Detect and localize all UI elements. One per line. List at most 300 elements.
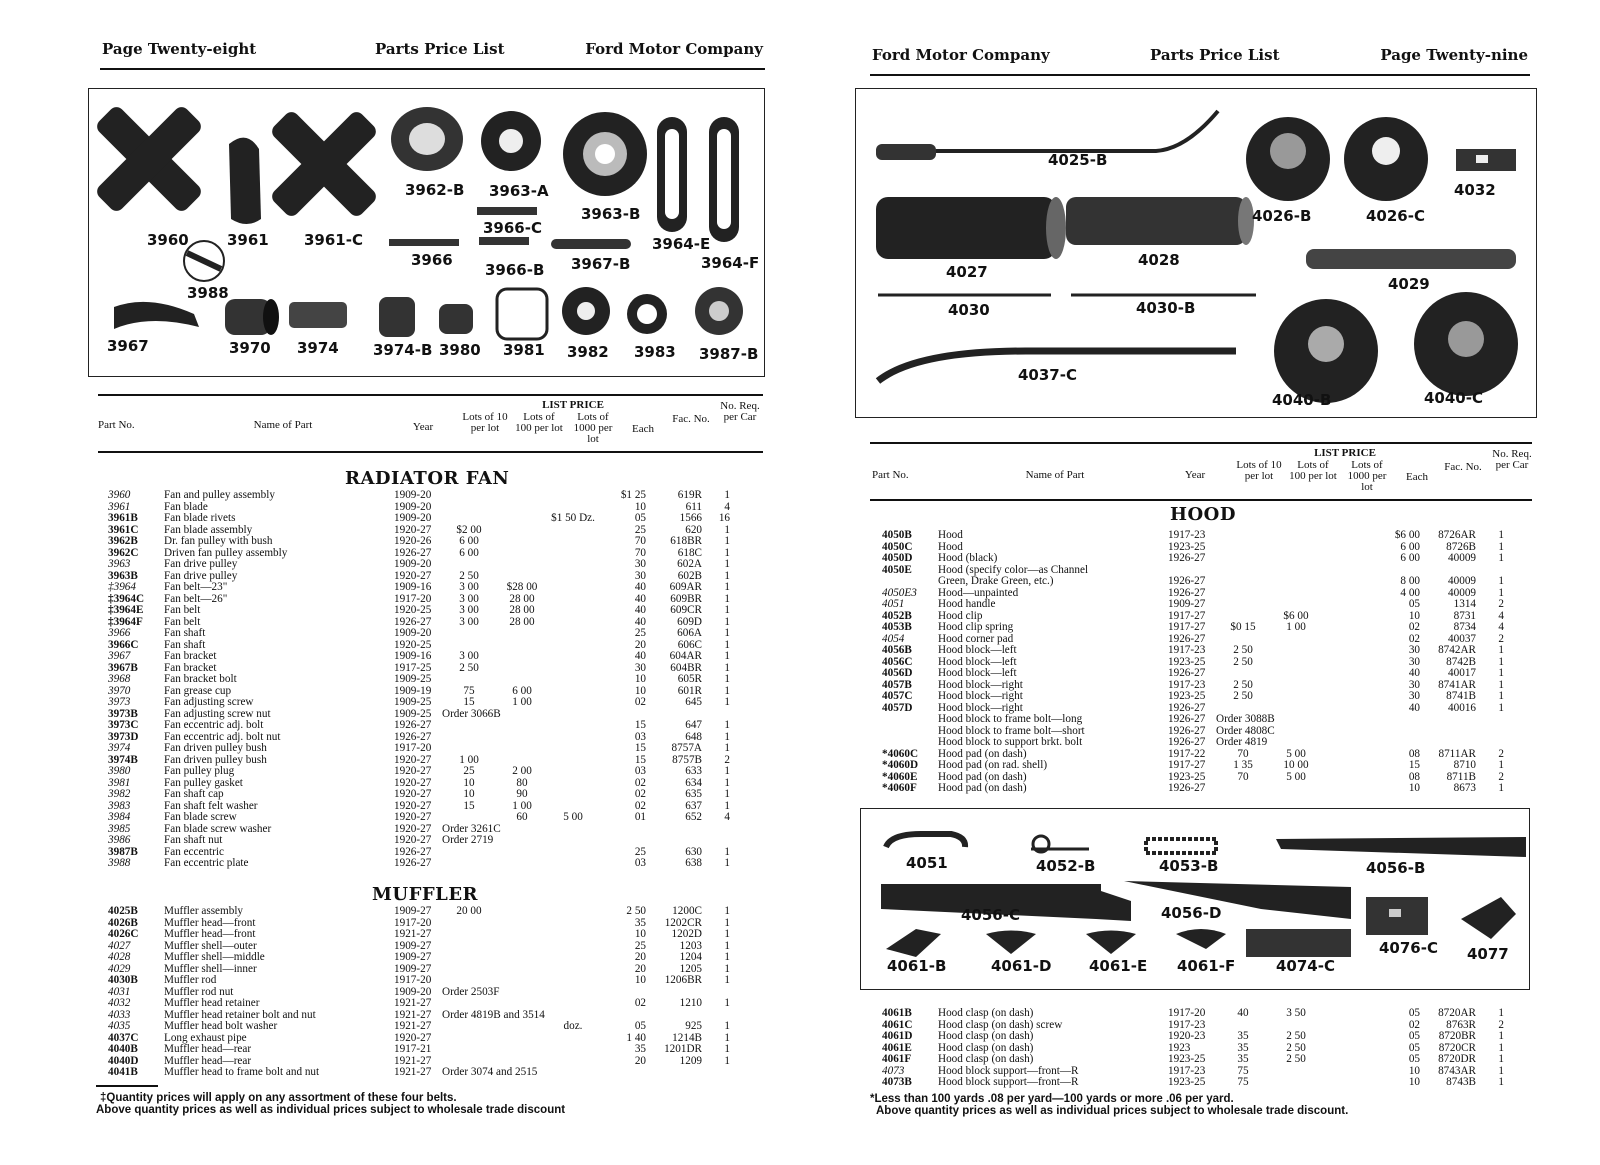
req-per-car: 1 (724, 697, 730, 708)
lots10-price (442, 975, 496, 987)
req-per-car: 4 (1498, 622, 1504, 633)
req-per-car: 2 (724, 754, 730, 766)
part-callout-label: 3961 (227, 231, 269, 249)
each-price: 25 (634, 628, 646, 639)
year: 1920-27 (394, 777, 432, 789)
table-row (108, 952, 730, 964)
lots1000-price (1322, 565, 1372, 577)
lots100-price (496, 525, 548, 537)
year: 1920-27 (394, 835, 432, 846)
lots10-price: Order 4819 (1216, 737, 1268, 748)
lots100-price: 1 00 (512, 800, 532, 812)
fac-number: 8673 (1453, 783, 1476, 794)
req-per-car: 1 (724, 582, 730, 593)
lots100-price: 60 (516, 812, 528, 823)
part-callout-label: 4029 (1388, 275, 1430, 293)
year: 1923 (1168, 1042, 1191, 1054)
fac-number: 620 (685, 524, 702, 536)
req-per-car: 1 (1498, 1042, 1504, 1054)
year: 1920-27 (394, 823, 432, 835)
table-row (108, 906, 730, 918)
part-number: 3974 (108, 743, 131, 754)
year: 1926-27 (1168, 702, 1206, 714)
each-price: 10 (1408, 1065, 1420, 1077)
lots100-price (496, 548, 548, 560)
lots1000-price (1322, 749, 1372, 761)
each-price: 10 (634, 685, 646, 697)
table-row (108, 674, 730, 686)
lots10-price: 6 00 (459, 547, 479, 559)
part-name: Fan bracket (164, 651, 217, 662)
part-callout-label: 4077 (1467, 945, 1509, 963)
part-callout-label: 3974-B (373, 341, 433, 359)
fac-number: 8720BR (1438, 1031, 1476, 1042)
lots100-price (1270, 668, 1322, 680)
part-number: 4050C (882, 541, 913, 553)
hood-parts-illustration (860, 808, 1530, 990)
part-number: 4052B (882, 610, 912, 622)
each-price: 05 (1408, 1054, 1420, 1065)
each-price: 40 (634, 605, 646, 616)
each-price: 05 (1408, 1008, 1420, 1019)
fac-number: 925 (685, 1021, 702, 1032)
table-row (108, 536, 730, 548)
each-price: 02 (1408, 622, 1420, 633)
lots10-price (1216, 588, 1270, 600)
table-row (882, 1008, 1504, 1020)
part-name: Fan eccentric (164, 846, 224, 858)
fac-number: 635 (685, 789, 702, 800)
lots100-price (496, 906, 548, 918)
table-row (108, 594, 730, 606)
table-row (108, 571, 730, 583)
req-per-car: 1 (1498, 530, 1504, 541)
fac-number: 8742AR (1438, 645, 1476, 656)
each-price: 40 (634, 616, 646, 628)
lots1000-price (548, 964, 598, 976)
year: 1917-21 (394, 1044, 432, 1055)
part-number: 4026C (108, 929, 139, 940)
year: 1923-25 (1168, 691, 1206, 702)
each-price: 02 (1408, 633, 1420, 645)
part-number: 4031 (108, 986, 131, 998)
lots1000-price (548, 766, 598, 778)
header-company: Ford Motor Company (872, 46, 1050, 64)
part-callout-label: 3988 (187, 284, 229, 302)
table-row (108, 582, 730, 594)
req-per-car: 1 (724, 906, 730, 917)
col-each: Each (1406, 471, 1428, 483)
lots1000-price: doz. (563, 1021, 583, 1032)
lots100-price: $28 00 (506, 582, 538, 593)
each-price: 15 (634, 720, 646, 731)
fac-number: 8720CR (1438, 1042, 1476, 1054)
lots10-price (442, 743, 496, 755)
year: 1909-27 (1168, 599, 1206, 610)
req-per-car: 1 (724, 628, 730, 639)
lots10-price: 15 (463, 697, 475, 708)
lots100-price (1270, 565, 1322, 577)
lots1000-price: 5 00 (563, 812, 583, 823)
fac-number: 40016 (1448, 702, 1476, 714)
lots100-price (1270, 542, 1322, 554)
lots1000-price (548, 1056, 598, 1068)
part-number: ‡3964F (108, 616, 143, 628)
fac-number: 1205 (679, 963, 702, 975)
each-price: 10 (1408, 1077, 1420, 1088)
fac-number: 611 (685, 501, 702, 513)
req-per-car: 1 (724, 662, 730, 674)
fac-number: 1210 (679, 998, 702, 1009)
lots1000-price (1322, 1066, 1372, 1078)
part-number: *4060C (882, 748, 919, 760)
req-per-car: 1 (1498, 541, 1504, 553)
part-number (882, 714, 938, 726)
part-name: Muffler assembly (164, 906, 244, 917)
lots10-price (1216, 599, 1270, 611)
part-number: 4073 (882, 1065, 905, 1077)
lots1000-price (548, 674, 598, 686)
part-name: Hood block—right (938, 691, 1023, 702)
part-name: Hood corner pad (938, 633, 1014, 645)
req-per-car: 1 (724, 1032, 730, 1044)
part-name: Muffler head to frame bolt and nut (164, 1067, 320, 1078)
part-number: 4061E (882, 1042, 912, 1054)
part-number: 4029 (108, 963, 131, 975)
lots100-price (1270, 691, 1322, 703)
lots10-price (1216, 576, 1270, 588)
year: 1920-26 (394, 536, 432, 547)
lots100-price (1270, 1020, 1322, 1032)
year: 1917-23 (1168, 679, 1206, 691)
each-price: 15 (634, 754, 646, 766)
footnote-1: ‡Quantity prices will apply on any assortment of these four belts. (100, 1092, 457, 1104)
lots10-price: 3 00 (459, 593, 479, 605)
part-name: Fan shaft (164, 628, 206, 639)
column-header (98, 394, 763, 453)
lots1000-price (1322, 553, 1372, 565)
each-price: 35 (634, 1044, 646, 1055)
year: 1926-27 (394, 720, 432, 731)
lots100-price (1270, 553, 1322, 565)
part-name: Hood block support—front—R (938, 1065, 1079, 1077)
year: 1923-25 (1168, 541, 1206, 553)
part-number: 3961C (108, 524, 139, 536)
part-name: Fan shaft cap (164, 789, 224, 800)
table-row (108, 720, 730, 732)
lots10-price (442, 812, 496, 824)
lots100-price (496, 502, 548, 514)
year: 1926-27 (394, 616, 432, 628)
part-callout-label: 3964-F (701, 254, 760, 272)
table-row (108, 929, 730, 941)
fac-number: 1201DR (664, 1044, 702, 1055)
fac-number: 8734 (1453, 622, 1476, 633)
lots1000-price (548, 571, 598, 583)
req-per-car: 1 (1498, 783, 1504, 794)
year: 1921-27 (394, 998, 432, 1009)
each-price: 03 (634, 858, 646, 869)
part-name: Hood block to frame bolt—short (938, 725, 1085, 737)
lots100-price: $6 00 (1283, 610, 1309, 622)
part-number: 3986 (108, 835, 131, 846)
col-year: Year (1184, 469, 1206, 481)
req-per-car: 1 (724, 766, 730, 777)
part-callout-label: 4051 (906, 854, 948, 872)
lots10-price: Order 4808C (1216, 725, 1275, 737)
req-per-car: 2 (1498, 633, 1504, 645)
part-number: 3961 (108, 501, 131, 513)
part-number: 4025B (108, 906, 138, 917)
part-number: 4061D (882, 1031, 913, 1042)
part-name: Fan blade rivets (164, 513, 236, 524)
each-price: 40 (634, 651, 646, 662)
lots100-price (496, 1021, 548, 1033)
each-price: 02 (1408, 1019, 1420, 1031)
part-callout-label: 4061-D (991, 957, 1052, 975)
part-callout-label: 4061-B (887, 957, 947, 975)
year: 1909-27 (394, 906, 432, 917)
fac-number: 40017 (1448, 668, 1476, 679)
lots10-price (442, 847, 496, 859)
table-row (108, 663, 730, 675)
part-callout-label: 4026-B (1252, 207, 1312, 225)
each-price: 30 (634, 662, 646, 674)
each-price: 30 (1408, 656, 1420, 668)
lots100-price (496, 651, 548, 663)
table-row (882, 1020, 1504, 1032)
part-callout-label: 4061-F (1177, 957, 1236, 975)
part-name: Fan pulley plug (164, 766, 235, 777)
part-callout-label: 4052-B (1036, 857, 1096, 875)
each-price: $6 00 (1394, 530, 1420, 541)
lots10-price: 15 (463, 800, 475, 812)
req-per-car: 1 (724, 975, 730, 986)
lots10-price: Order 3066B (442, 708, 501, 720)
lots10-price: 2 50 (1233, 645, 1253, 656)
req-per-car: 1 (724, 1055, 730, 1067)
table-row (882, 565, 1504, 577)
fac-number: 606C (677, 639, 702, 651)
req-per-car: 1 (1498, 1008, 1504, 1019)
part-name: Fan eccentric adj. bolt (164, 720, 264, 731)
part-number: 4030B (108, 975, 138, 986)
each-price: 25 (634, 524, 646, 536)
lots10-price: 3 00 (459, 616, 479, 628)
table-row (108, 835, 730, 847)
part-name: Hood clasp (on dash) screw (938, 1019, 1063, 1031)
lots10-price (442, 732, 496, 744)
header-title: Parts Price List (1150, 46, 1280, 64)
table-row (108, 964, 730, 976)
table-row (882, 530, 1504, 542)
fac-number: 40009 (1448, 576, 1476, 587)
part-number: 3963B (108, 570, 138, 582)
part-number: 4050D (882, 553, 913, 564)
lots100-price: 3 50 (1286, 1008, 1306, 1019)
lots10-price (1216, 530, 1270, 542)
part-number: 3966 (108, 628, 131, 639)
lots1000-price (1322, 530, 1372, 542)
each-price: 05 (1408, 599, 1420, 610)
req-per-car: 1 (1498, 656, 1504, 668)
lots1000-price (1322, 611, 1372, 623)
lots10-price (1216, 634, 1270, 646)
part-callout-label: 3981 (503, 341, 545, 359)
lots1000-price (1322, 680, 1372, 692)
req-per-car: 1 (724, 743, 730, 754)
table-row (108, 1067, 730, 1079)
part-name: Hood—unpainted (938, 587, 1019, 599)
part-number: 3984 (108, 812, 131, 823)
fac-number: 601R (677, 685, 702, 697)
year: 1917-20 (394, 593, 432, 605)
year: 1923-25 (1168, 656, 1206, 668)
table-row (108, 525, 730, 537)
each-price: $1 25 (620, 490, 646, 501)
part-number (882, 726, 938, 738)
fac-number: 648 (685, 731, 702, 743)
req-per-car: 4 (724, 812, 730, 823)
column-header (870, 442, 1532, 501)
col-req: No. Req. per Car (720, 400, 760, 423)
table-row (108, 502, 730, 514)
part-name: Hood clasp (on dash) (938, 1008, 1034, 1019)
year: 1920-27 (394, 570, 432, 582)
part-name: Fan eccentric plate (164, 858, 249, 869)
part-number: 3970 (108, 685, 131, 697)
table-row (882, 576, 1504, 588)
req-per-car: 2 (1498, 771, 1504, 783)
lots100-price: 2 50 (1286, 1042, 1306, 1054)
fac-number: 604BR (670, 662, 702, 674)
part-callout-label: 4056-D (1161, 904, 1222, 922)
lots10-price: $0 15 (1230, 622, 1256, 633)
req-per-car: 1 (724, 524, 730, 536)
req-per-car: 1 (724, 720, 730, 731)
table-row (882, 772, 1504, 784)
table-row (108, 617, 730, 629)
year: 1917-23 (1168, 530, 1206, 541)
each-price (1372, 565, 1420, 577)
lots10-price: Order 4819B and 3514 (442, 1009, 545, 1021)
part-callout-label: 4056-B (1366, 859, 1426, 877)
lots10-price (442, 918, 496, 930)
each-price: 40 (634, 582, 646, 593)
year: 1920-27 (394, 789, 432, 800)
part-number: 3973B (108, 708, 138, 720)
part-callout-label: 3966-B (485, 261, 545, 279)
each-price: 70 (634, 547, 646, 559)
year: 1917-25 (394, 662, 432, 674)
right-page (800, 0, 1600, 1165)
each-price: 05 (1408, 1042, 1420, 1054)
lots100-price (496, 663, 548, 675)
part-name: Fan blade screw washer (164, 823, 272, 835)
year: 1920-23 (1168, 1031, 1206, 1042)
lots100-price (496, 490, 548, 502)
table-row (108, 686, 730, 698)
lots1000-price (548, 755, 598, 767)
part-name: Fan drive pulley (164, 570, 238, 582)
part-name: Fan eccentric adj. bolt nut (164, 731, 281, 743)
fac-number: 8743B (1446, 1077, 1476, 1088)
each-price: 15 (634, 743, 646, 754)
part-name: Muffler head retainer (164, 998, 260, 1009)
part-number: *4060E (882, 771, 918, 783)
each-price: 6 00 (1400, 553, 1420, 564)
table-row (108, 998, 730, 1010)
col-fac: Fac. No. (1444, 461, 1482, 473)
lots100-price (496, 918, 548, 930)
part-callout-label: 4040-C (1424, 389, 1483, 407)
lots10-price: 35 (1237, 1054, 1249, 1065)
part-name: Muffler head—rear (164, 1044, 252, 1055)
part-number: 3967 (108, 651, 131, 662)
year: 1926-27 (394, 858, 432, 869)
part-callout-label: 4030-B (1136, 299, 1196, 317)
lots100-price (496, 858, 548, 870)
table-row (108, 697, 730, 709)
part-number: 4050E (882, 564, 912, 576)
part-number: 4057B (882, 679, 912, 691)
fac-number: 1314 (1453, 599, 1476, 610)
table-row (882, 622, 1504, 634)
year: 1926-27 (1168, 737, 1206, 748)
lots1000-price (1322, 668, 1372, 680)
part-callout-label: 3963-A (489, 182, 549, 200)
lots1000-price: $1 50 Dz. (551, 513, 595, 524)
table-row (882, 599, 1504, 611)
part-callout-label: 3982 (567, 343, 609, 361)
lots1000-price (548, 617, 598, 629)
each-price: 40 (634, 593, 646, 605)
lots100-price (1270, 530, 1322, 542)
col-name: Name of Part (1025, 469, 1085, 481)
year: 1921-27 (394, 1055, 432, 1067)
lots10-price (442, 998, 496, 1010)
lots10-price: 75 (1237, 1077, 1249, 1088)
lots10-price: Order 3074 and 2515 (442, 1067, 538, 1078)
year: 1920-27 (394, 754, 432, 766)
lots1000-price (548, 847, 598, 859)
year: 1921-27 (394, 929, 432, 940)
table-row (108, 743, 730, 755)
lots1000-price (548, 697, 598, 709)
year: 1909-27 (394, 952, 432, 963)
table-row (108, 559, 730, 571)
fac-number: 8731 (1453, 610, 1476, 622)
part-number: 4056D (882, 668, 913, 679)
col-list-price: LIST PRICE (542, 399, 604, 411)
col-req: No. Req. per Car (1492, 448, 1532, 471)
table-row (882, 553, 1504, 565)
lots1000-price (548, 686, 598, 698)
part-callout-label: 3974 (297, 339, 339, 357)
fac-number: 40009 (1448, 587, 1476, 599)
part-number: 4053B (882, 622, 912, 633)
table-row (108, 766, 730, 778)
req-per-car: 1 (724, 1044, 730, 1055)
part-name: Hood block—right (938, 679, 1023, 691)
fac-number: 602A (677, 559, 702, 570)
part-name: Hood handle (938, 599, 996, 610)
each-price: 02 (634, 777, 646, 789)
page-number: Page Twenty-nine (1380, 46, 1528, 64)
each-price: 05 (1408, 1031, 1420, 1042)
table-row (882, 542, 1504, 554)
part-name: Fan adjusting screw nut (164, 708, 271, 720)
